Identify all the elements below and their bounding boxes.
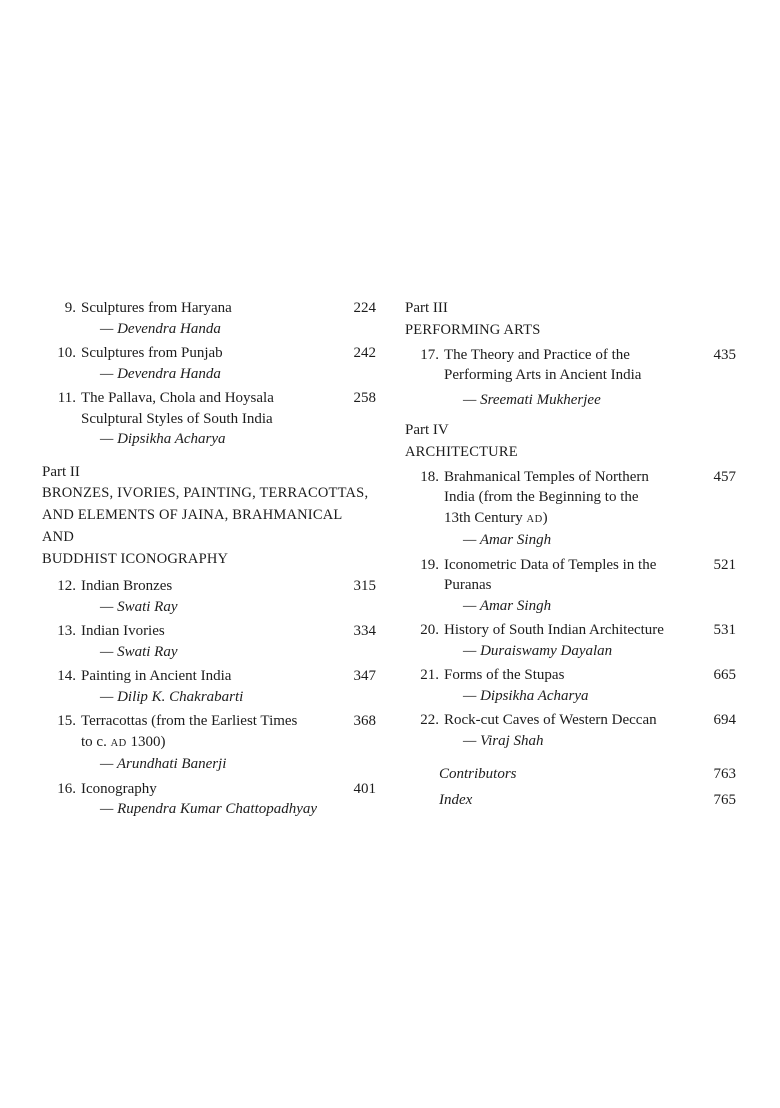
entry-number: 21. [420,667,439,683]
entry-body [444,710,696,751]
entry-page-number: 665 [713,667,736,683]
part-title-line-1: BRONZES, IVORIES, PAINTING, TERRACOTTAS, [42,485,369,501]
toc-entry-10 [42,343,376,384]
entry-author: — Viraj Shah [463,732,544,749]
entry-body [81,576,336,617]
entry-number: 17. [420,346,439,363]
entry-title-line-1: Brahmanical Temples of Northern [444,468,649,485]
entry-author: — Sreemati Mukherjee [463,391,601,408]
entry-body [444,467,696,551]
entry-page-number: 334 [353,623,376,639]
part-title-line-2: AND ELEMENTS OF JAINA, BRAHMANICAL AND [42,507,342,545]
entry-body [81,388,336,450]
entry-number: 11. [57,390,76,406]
entry-number: 13. [57,623,76,639]
entry-number: 22. [420,712,439,728]
entry-author: — Devendra Handa [100,365,221,382]
entry-number: 14. [57,668,76,684]
entry-author: — Dipsikha Acharya [463,687,589,704]
entry-page-number: 258 [353,390,376,406]
entry-title-line-2: India (from the Beginning to the [444,489,639,505]
entry-page-number: 368 [353,713,376,729]
entry-title: Indian Ivories [81,623,165,639]
entry-page-number: 347 [353,668,376,684]
toc-entry-20 [405,620,736,661]
entry-page-number: 694 [713,712,736,728]
entry-author: — Swati Ray [100,643,178,660]
entry-page-number: 401 [353,780,376,797]
entry-title-line-2: Sculptural Styles of South India [81,410,273,427]
right-toc-column [405,298,736,813]
part-title: PERFORMING ARTS [405,321,541,338]
entry-number: 12. [57,578,76,594]
entry-author: — Arundhati Banerji [100,756,227,772]
part-label: Part IV [405,422,449,438]
entry-number: 20. [420,622,439,638]
entry-author: — Devendra Handa [100,320,221,337]
entry-author: — Dipsikha Acharya [100,431,226,447]
toc-entry-19 [405,555,736,617]
entry-title-line-2: Performing Arts in Ancient India [444,367,642,383]
entry-body [81,621,336,662]
entry-title: Sculptures from Punjab [81,345,223,361]
entry-page-number: 242 [353,345,376,361]
entry-page-number: 531 [713,622,736,638]
part-title-line-3: BUDDHIST ICONOGRAPHY [42,551,229,567]
title-text: 1300) [126,733,166,750]
entry-title-line-1: The Theory and Practice of the [444,346,630,363]
entry-number: 16. [57,780,76,797]
part-4-heading [405,420,736,463]
era-abbreviation: AD [110,737,127,749]
part-label: Part II [42,463,80,480]
entry-author: — Swati Ray [100,598,178,615]
toc-entry-21 [405,665,736,706]
toc-entry-13 [42,621,376,662]
entry-title-line-3 [444,508,696,531]
title-text: to c. [81,733,111,750]
entry-page-number: 457 [713,468,736,485]
entry-title: Painting in Ancient India [81,668,232,684]
part-3-heading [405,298,736,341]
entry-author: — Amar Singh [463,532,552,548]
part-2-heading [42,462,376,571]
part-label: Part III [405,300,448,316]
entry-author: — Duraiswamy Dayalan [463,642,613,659]
entry-page-number: 763 [713,766,736,782]
entry-title: Forms of the Stupas [444,667,565,683]
era-abbreviation: AD [526,513,543,525]
entry-body [444,555,696,617]
entry-page-number: 435 [713,346,736,363]
toc-entry-22 [405,710,736,751]
entry-body [81,666,336,707]
entry-page-number: 224 [353,300,376,316]
entry-body [444,345,696,411]
entry-body [444,620,696,661]
entry-page-number: 765 [713,792,736,808]
toc-entry-12 [42,576,376,617]
toc-entry-contributors [405,761,736,787]
toc-entry-9 [42,298,376,339]
entry-title: Indian Bronzes [81,578,173,594]
toc-entry-17 [405,345,736,411]
entry-title-line-1: Terracottas (from the Earliest Times [81,713,298,729]
entry-title: Iconography [81,780,157,797]
toc-entry-16 [42,779,376,820]
entry-author: — Rupendra Kumar Chattopadhyay [100,801,318,817]
entry-body [81,343,336,384]
toc-entry-index [405,787,736,813]
backmatter-title: Index [439,792,473,808]
entry-number: 10. [57,345,76,361]
entry-page-number: 521 [713,556,736,573]
entry-title: History of South Indian Architecture [444,622,664,638]
entry-number: 18. [420,468,439,485]
entry-body [444,665,696,706]
toc-entry-11 [42,388,376,450]
entry-body [81,711,336,775]
entry-number: 19. [420,556,439,573]
entry-title: Rock-cut Caves of Western Deccan [444,712,657,728]
entry-title: Sculptures from Haryana [81,300,232,316]
toc-entry-14 [42,666,376,707]
left-toc-column [42,298,376,824]
title-text: 13th Century [444,509,527,526]
entry-author: — Dilip K. Chakrabarti [100,688,244,705]
entry-title-line-1: The Pallava, Chola and Hoysala [81,390,274,406]
entry-author: — Amar Singh [463,597,552,614]
backmatter-title: Contributors [439,766,517,782]
entry-body [81,779,336,820]
entry-page-number: 315 [353,578,376,594]
toc-entry-18 [405,467,736,551]
entry-body [81,298,336,339]
entry-title-line-2: Puranas [444,577,492,593]
title-text: ) [542,509,548,526]
entry-number: 9. [64,300,76,316]
toc-entry-15 [42,711,376,775]
part-title: ARCHITECTURE [405,443,518,460]
entry-number: 15. [57,713,76,729]
entry-title-line-1: Iconometric Data of Temples in the [444,556,657,573]
entry-title-line-2 [81,732,336,755]
